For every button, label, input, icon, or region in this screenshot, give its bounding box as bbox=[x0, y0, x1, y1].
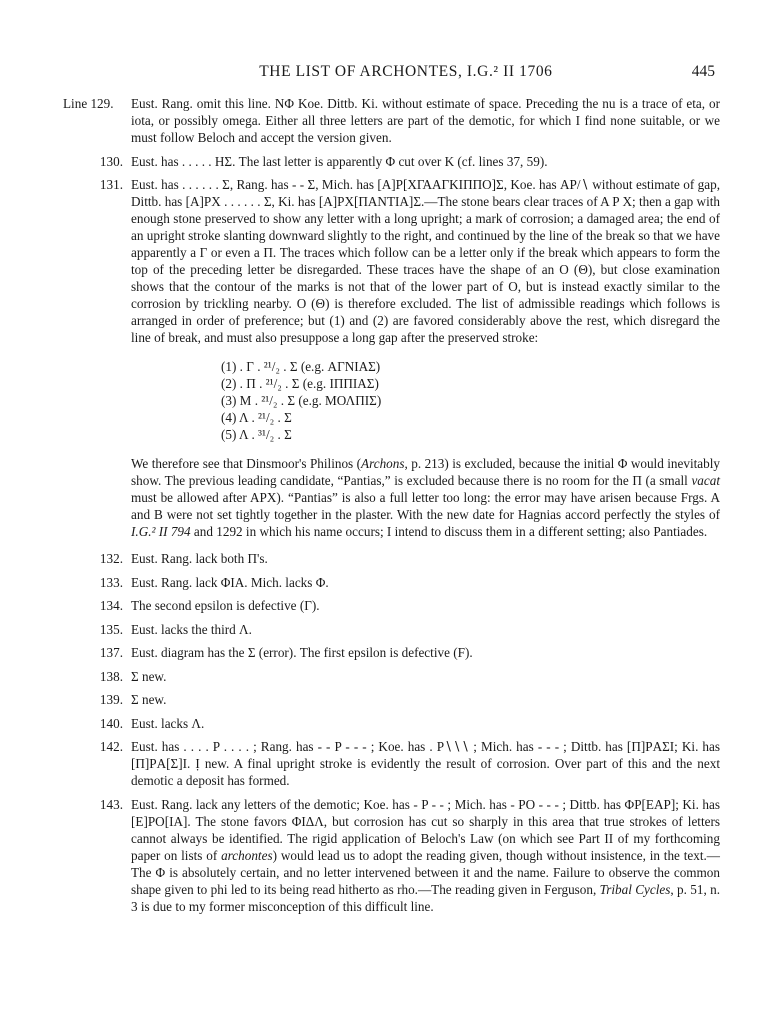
commentary-body bbox=[63, 95, 720, 921]
note-line-139 bbox=[63, 691, 720, 708]
page-number: 445 bbox=[691, 63, 715, 80]
text-run: must be allowed after APX). “Pantias” is also a full letter too long: the error may have arisen because Frgs. A and B were not set tightly together in the plaster. With the new date for Hagnias accord perfectly the styles of bbox=[131, 490, 720, 522]
reading-item: (4) Λ . ²¹/₂ . Σ bbox=[221, 410, 292, 425]
note-text: Eust. lacks the third Λ. bbox=[131, 621, 252, 637]
italic-run: I.G.² II 794 bbox=[131, 524, 191, 539]
note-line-143 bbox=[63, 796, 720, 915]
note-label: 134. bbox=[99, 598, 123, 613]
note-label: 135. bbox=[99, 621, 123, 637]
note-label: Line 129. bbox=[63, 96, 114, 111]
note-line-140 bbox=[63, 715, 720, 732]
note-text: Eust. Rang. omit this line. NΦ Koe. Dittb. Ki. without estimate of space. Preceding the nu is a trace of eta, or iota, or possibly omega. Either all three letters are part of the demotic, for which I find none suitable, or we must follow Beloch and accept the version given. bbox=[131, 96, 720, 145]
text-run: We therefore see that Dinsmoor's Philinos ( bbox=[131, 456, 362, 471]
note-label: 140. bbox=[99, 715, 123, 731]
note-text: Eust. has . . . . . HΣ. The last letter is apparently Φ cut over K (cf. lines 37, 59). bbox=[131, 153, 548, 169]
text-run: , p. 51, n. 3 is due to my former misconception of this difficult line. bbox=[131, 881, 721, 914]
note-text: Σ new. bbox=[131, 668, 167, 684]
note-line-142 bbox=[63, 738, 720, 789]
text-run: ) would lead us to adopt the reading given, though without insistence, in the text.—The Φ is absolutely certain, and no letter intervened between it and the name. Failure to observe the common shape given to phi led to its being read hitherto as rho.—The reading given in Ferguson, bbox=[131, 847, 720, 897]
note-label: 139. bbox=[99, 692, 123, 707]
note-131-continuation bbox=[131, 455, 720, 540]
text-run: , p. 213) is excluded, because the initial Φ would inevitably show. The previous leading candidate, “Pantias,” is excluded because there is no room for the Π (a small bbox=[131, 456, 720, 488]
admissible-readings bbox=[221, 358, 720, 443]
note-line-138 bbox=[63, 668, 720, 685]
running-title: THE LIST OF ARCHONTES, I.G.² II 1706 bbox=[259, 63, 553, 80]
note-text bbox=[131, 796, 720, 915]
note-label: 138. bbox=[99, 668, 123, 684]
note-label: 130. bbox=[99, 153, 123, 169]
note-label: 133. bbox=[99, 574, 123, 590]
note-text: Eust. Rang. lack both Π's. bbox=[131, 551, 268, 566]
note-label: 132. bbox=[99, 551, 123, 566]
note-label: 131. bbox=[99, 177, 123, 192]
text-run: Eust. Rang. lack any letters of the demotic; Koe. has - P - - ; Mich. has - PO - - - ; Dittb. has ΦP[EAP]; Ki. has [E]PO[ΙΑ]. The stone favors ΦΙΔΛ, but corrosion has cut so sharply in this area that true strokes of letters cannot always be identified. The rigid application of Beloch's Law (on which see Part II of my forthcoming paper on lists of bbox=[131, 796, 720, 863]
note-text: Eust. diagram has the Σ (error). The first epsilon is defective (F). bbox=[131, 645, 473, 660]
running-header bbox=[60, 63, 715, 81]
note-text: Eust. has . . . . . . Σ, Rang. has - - Σ, Mich. has [A]P[XΓΑΑΓΚΙΠΠΟ]Σ, Koe. has ΑΡ/∖ without estimate of gap, Dittb. has [A]PX . . . . . . Σ, Ki. has [A]PX[ΠΑΝΤΙΑ]Σ.—The stone bears clear traces of A P X; then a gap with enough stone preserved to show any letter with a long upright; a mark of corrosion; a damaged area; the end of an upright stroke slanting downward slightly to the right, and continued by the line of the break so that we have apparently a Γ or even a Π. The traces which follow can be a letter only if the break which appears to form the top of the preceding letter be disregarded. These traces have the shape of an O (Θ), but close examination shows that the contour of the marks is not that of the lower part of O, but is instead exactly similar to the corrosion by trickling nearby. O (Θ) is therefore excluded. The list of admissible readings which follows is arranged in order of preference; but (1) and (2) are favored considerably above the rest, which disregard the line of break, and must also presuppose a long gap after the preserved stroke: bbox=[131, 177, 720, 345]
italic-run: Tribal Cycles bbox=[599, 881, 671, 897]
reading-item: (1) . Γ . ²¹/₂ . Σ (e.g. ΑΓΝΙΑΣ) bbox=[221, 359, 381, 374]
note-label: 142. bbox=[99, 739, 123, 754]
text-run: and 1292 in which his name occurs; I intend to discuss them in a different setting; also Pantiades. bbox=[190, 524, 708, 539]
note-text: Σ new. bbox=[131, 692, 167, 707]
note-line-134 bbox=[63, 597, 720, 614]
note-line-137 bbox=[63, 644, 720, 661]
note-line-131 bbox=[63, 176, 720, 346]
italic-run: archontes bbox=[221, 847, 273, 863]
note-text: The second epsilon is defective (Γ). bbox=[131, 598, 320, 613]
note-line-133 bbox=[63, 574, 720, 591]
note-line-129 bbox=[63, 95, 720, 146]
note-text: Eust. lacks Λ. bbox=[131, 715, 205, 731]
note-line-132 bbox=[63, 550, 720, 567]
reading-item: (3) Μ . ²¹/₂ . Σ (e.g. ΜΟΛΠΙΣ) bbox=[221, 393, 382, 408]
note-label: 137. bbox=[99, 645, 123, 660]
italic-run: Archons bbox=[361, 456, 405, 471]
note-text: Eust. has . . . . P . . . . ; Rang. has - - P - - - ; Koe. has . P∖∖∖ ; Mich. has - - - ; Dittb. has [Π]PΑΣΙ; Ki. has [Π]PΑ[Σ]Ι. Ị new. A final upright stroke is evidently the result of corrosion. Over part of this and the next demotic a deposit has formed. bbox=[131, 739, 721, 788]
italic-run: vacat bbox=[691, 473, 720, 488]
reading-item: (2) . Π . ²¹/₂ . Σ (e.g. ΙΠΠΙΑΣ) bbox=[221, 376, 379, 391]
note-line-135 bbox=[63, 621, 720, 638]
reading-item: (5) Λ . ³¹/₂ . Σ bbox=[221, 427, 292, 442]
note-line-130 bbox=[63, 153, 720, 170]
note-label: 143. bbox=[99, 796, 123, 812]
note-text: Eust. Rang. lack ΦΙΑ. Mich. lacks Φ. bbox=[131, 574, 329, 590]
